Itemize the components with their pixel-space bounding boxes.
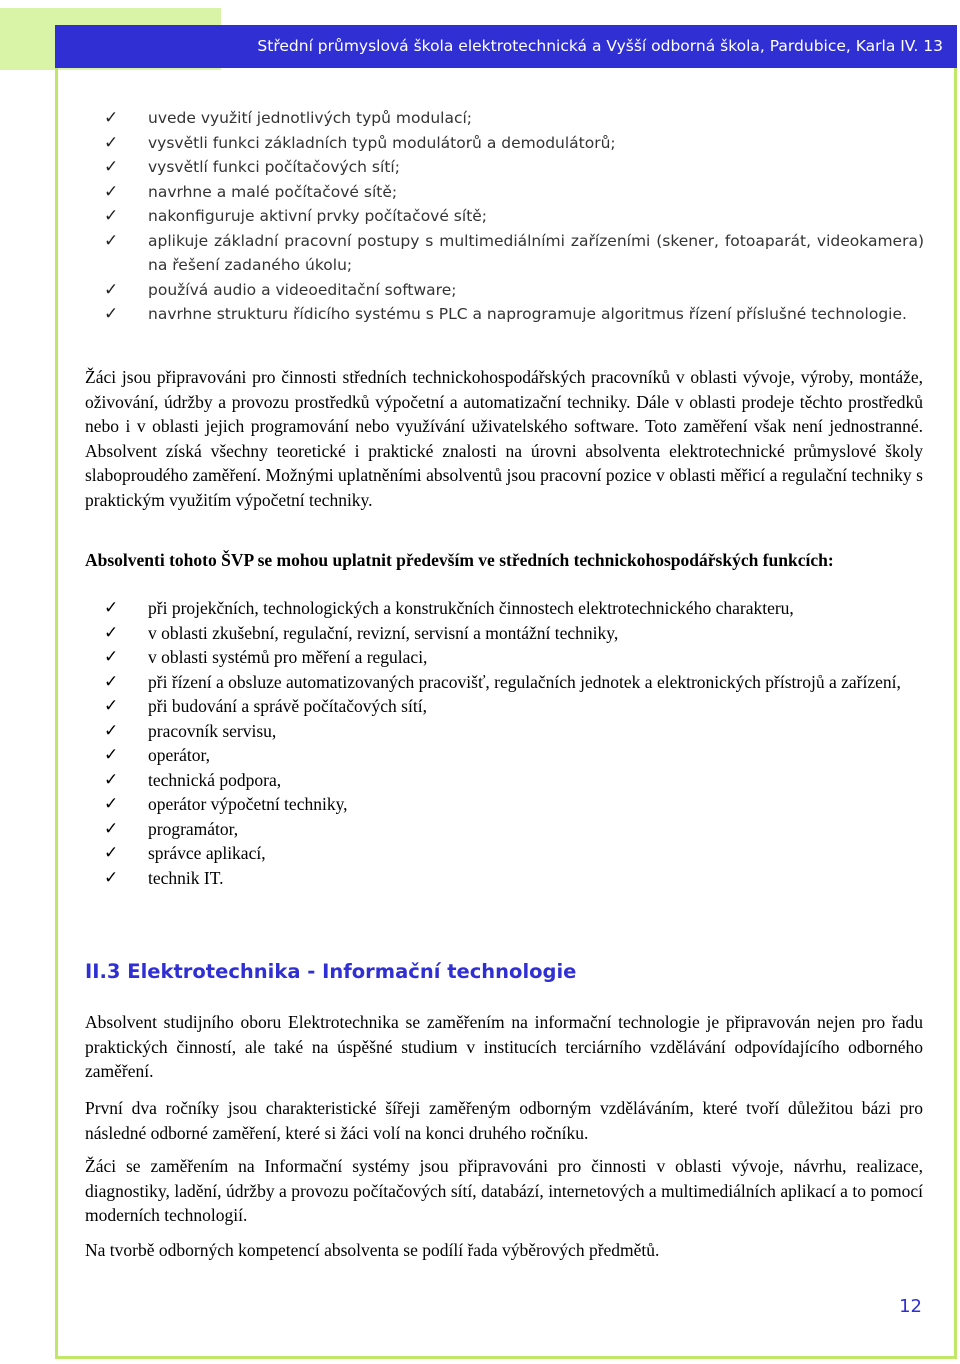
list-item: ✓ správce aplikací,: [104, 841, 924, 866]
list-item: ✓ vysvětlí funkci počítačových sítí;: [104, 155, 924, 180]
list-item: ✓ při projekčních, technologických a konstrukčních činnostech elektrotechnického charakteru,: [104, 596, 924, 621]
page-border-left: [55, 68, 58, 1356]
employment-heading: Absolventi tohoto ŠVP se mohou uplatnit především ve středních technickohospodářských funkcích:: [85, 550, 834, 570]
page-border-right: [954, 68, 957, 1356]
list-item: ✓ operátor,: [104, 743, 924, 768]
list-item: ✓ technik IT.: [104, 866, 924, 891]
list-item: ✓ pracovník servisu,: [104, 719, 924, 744]
header-title: Střední průmyslová škola elektrotechnická a Vyšší odborná škola, Pardubice, Karla IV. 13: [257, 37, 943, 55]
skills-checklist: [104, 106, 924, 327]
positions-checklist: [104, 596, 924, 890]
list-item: ✓ programátor,: [104, 817, 924, 842]
list-item: ✓ uvede využití jednotlivých typů modulací;: [104, 106, 924, 131]
section-paragraph-1: Absolvent studijního oboru Elektrotechnika se zaměřením na informační technologie je připravován nejen pro řadu praktických činností, ale také na úspěšné studium v institucích terciárního vzdělávání odpovídajícího odborného zaměření.: [85, 1012, 923, 1081]
list-item: ✓ v oblasti zkušební, regulační, revizní, servisní a montážní techniky,: [104, 621, 924, 646]
preparation-paragraph: Žáci jsou připravováni pro činnosti středních technickohospodářských pracovníků v oblasti vývoje, výroby, montáže, oživování, údržby a provozu prostředků výpočetní a automatizační techniky. Dále v oblasti prodeje těchto prostředků nebo i v oblasti jejich programování nebo využívání uživatelského software. Toto zaměření však není jednostranné. Absolvent získá všechny teoretické i praktické znalosti na úrovni absolventa elektrotechnické průmyslové školy slaboproudého zaměření. Možnými uplatněními absolventů jsou pracovní pozice v oblasti měřicí a regulační techniky s praktickým využitím výpočetní techniky.: [85, 367, 923, 510]
section-paragraph-2: První dva ročníky jsou charakteristické šířeji zaměřeným odborným vzděláváním, které tvoří důležitou bázi pro následné odborné zaměření, které si žáci volí na konci druhého ročníku.: [85, 1098, 923, 1143]
page-header: [55, 25, 957, 68]
list-item: ✓ vysvětli funkci základních typů modulátorů a demodulátorů;: [104, 131, 924, 156]
list-item: ✓ technická podpora,: [104, 768, 924, 793]
page-border-bottom: [55, 1356, 957, 1359]
list-item: ✓ operátor výpočetní techniky,: [104, 792, 924, 817]
list-item: ✓ při řízení a obsluze automatizovaných pracovišť, regulačních jednotek a elektronických přístrojů a zařízení,: [104, 670, 924, 695]
section-paragraph-4: Na tvorbě odborných kompetencí absolventa se podílí řada výběrových předmětů.: [85, 1240, 660, 1260]
list-item: ✓ navrhne a malé počítačové sítě;: [104, 180, 924, 205]
list-item: ✓ v oblasti systémů pro měření a regulaci,: [104, 645, 924, 670]
page-number: 12: [899, 1296, 922, 1317]
list-item: ✓ při budování a správě počítačových sítí,: [104, 694, 924, 719]
list-item: ✓ navrhne strukturu řídicího systému s PLC a naprogramuje algoritmus řízení příslušné technologie.: [104, 302, 924, 327]
section-title: II.3 Elektrotechnika - Informační technologie: [85, 960, 577, 983]
section-paragraph-3: Žáci se zaměřením na Informační systémy jsou připravováni pro činnosti v oblasti vývoje, návrhu, realizace, diagnostiky, ladění, údržby a provozu počítačových sítí, databází, internetových a multimediálních aplikací a to pomocí moderních technologií.: [85, 1156, 923, 1225]
list-item: ✓ nakonfiguruje aktivní prvky počítačové sítě;: [104, 204, 924, 229]
list-item: ✓ aplikuje základní pracovní postupy s multimediálními zařízeními (skener, fotoaparát, videokamera) na řešení zadaného úkolu;: [104, 229, 924, 278]
list-item: ✓ používá audio a videoeditační software;: [104, 278, 924, 303]
